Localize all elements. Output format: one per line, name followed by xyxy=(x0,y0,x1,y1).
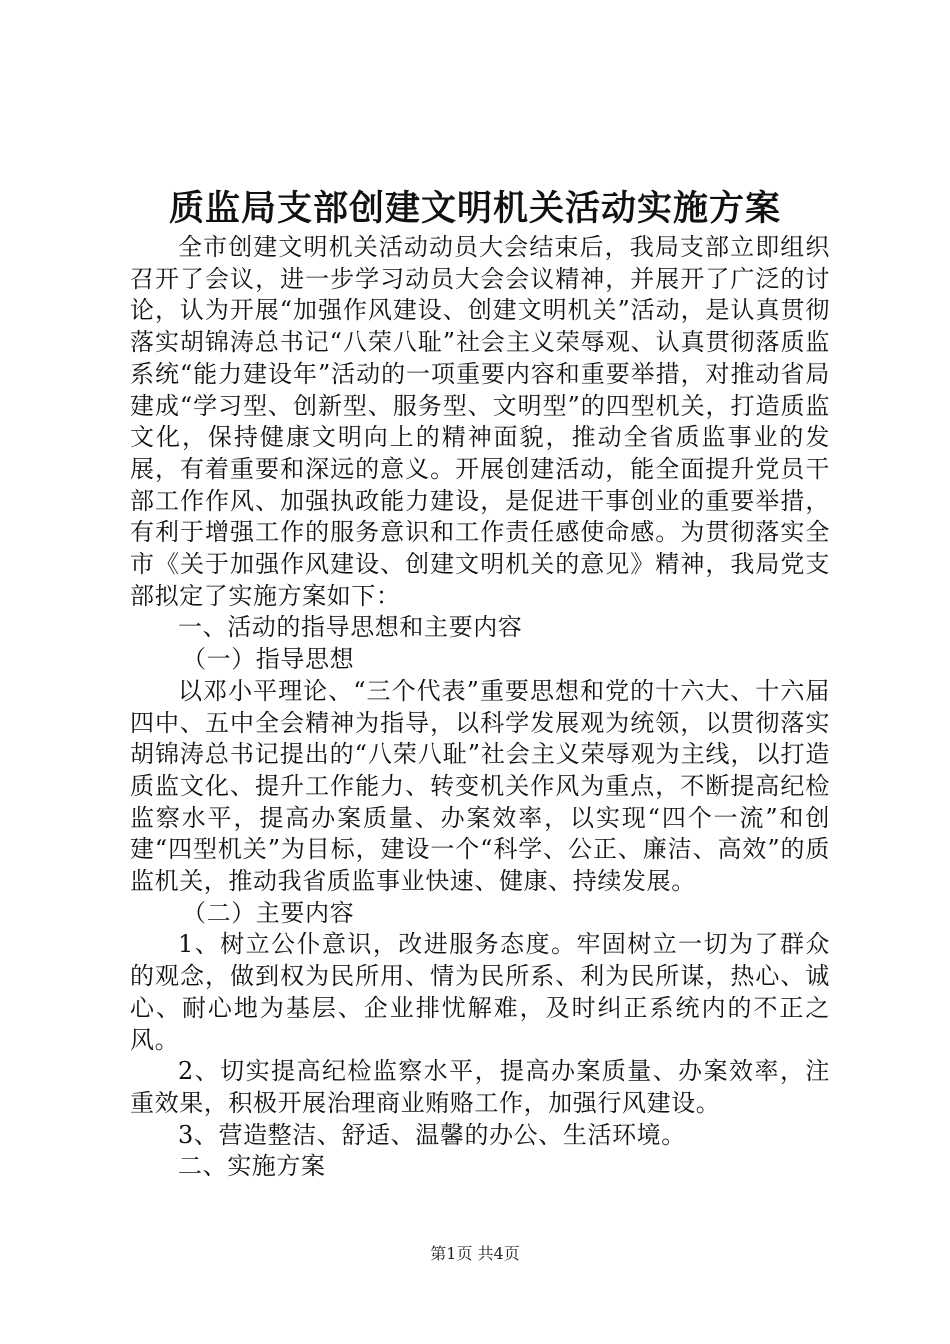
content-item-2: 2、切实提高纪检监察水平，提高办案质量、办案效率，注重效果，积极开展治理商业贿赂工作，加强行风建设。 xyxy=(130,1057,830,1117)
document-body xyxy=(130,232,830,1183)
section-heading-2: 二、实施方案 xyxy=(178,1152,326,1181)
subsection-heading-guiding-ideology: （一）指导思想 xyxy=(182,645,355,674)
document-title: 质监局支部创建文明机关活动实施方案 xyxy=(168,188,781,229)
intro-paragraph: 全市创建文明机关活动动员大会结束后，我局支部立即组织召开了会议，进一步学习动员大会会议精神，并展开了广泛的讨论，认为开展“加强作风建设、创建文明机关”活动，是认真贯彻落实胡锦涛总书记“八荣八耻”社会主义荣辱观、认真贯彻落质监系统“能力建设年”活动的一项重要内容和重要举措，对推动省局建成“学习型、创新型、服务型、文明型”的四型机关，打造质监文化，保持健康文明向上的精神面貌，推动全省质监事业的发展，有着重要和深远的意义。开展创建活动，能全面提升党员干部工作作风、加强执政能力建设，是促进干事创业的重要举措，有利于增强工作的服务意识和工作责任感使命感。为贯彻落实全市《关于加强作风建设、创建文明机关的意见》精神，我局党支部拟定了实施方案如下： xyxy=(130,233,830,610)
content-item-3: 3、营造整洁、舒适、温馨的办公、生活环境。 xyxy=(178,1120,686,1149)
subsection-heading-main-content: （二）主要内容 xyxy=(182,898,355,927)
guiding-ideology-paragraph: 以邓小平理论、“三个代表”重要思想和党的十六大、十六届四中、五中全会精神为指导，以科学发展观为统领，以贯彻落实胡锦涛总书记提出的“八荣八耻”社会主义荣辱观为主线，以打造质监文化、提升工作能力、转变机关作风为重点，不断提高纪检监察水平，提高办案质量、办案效率，以实现“四个一流”和创建“四型机关”为目标，建设一个“科学、公正、廉洁、高效”的质监机关，推动我省质监事业快速、健康、持续发展。 xyxy=(130,676,830,896)
content-item-1: 1、树立公仆意识，改进服务态度。牢固树立一切为了群众的观念，做到权为民所用、情为民所系、利为民所谋，热心、诚心、耐心地为基层、企业排忧解难，及时纠正系统内的不正之风。 xyxy=(130,930,830,1054)
section-heading-1: 一、活动的指导思想和主要内容 xyxy=(178,613,523,642)
page-number-footer: 第1页 共4页 xyxy=(430,1244,520,1263)
